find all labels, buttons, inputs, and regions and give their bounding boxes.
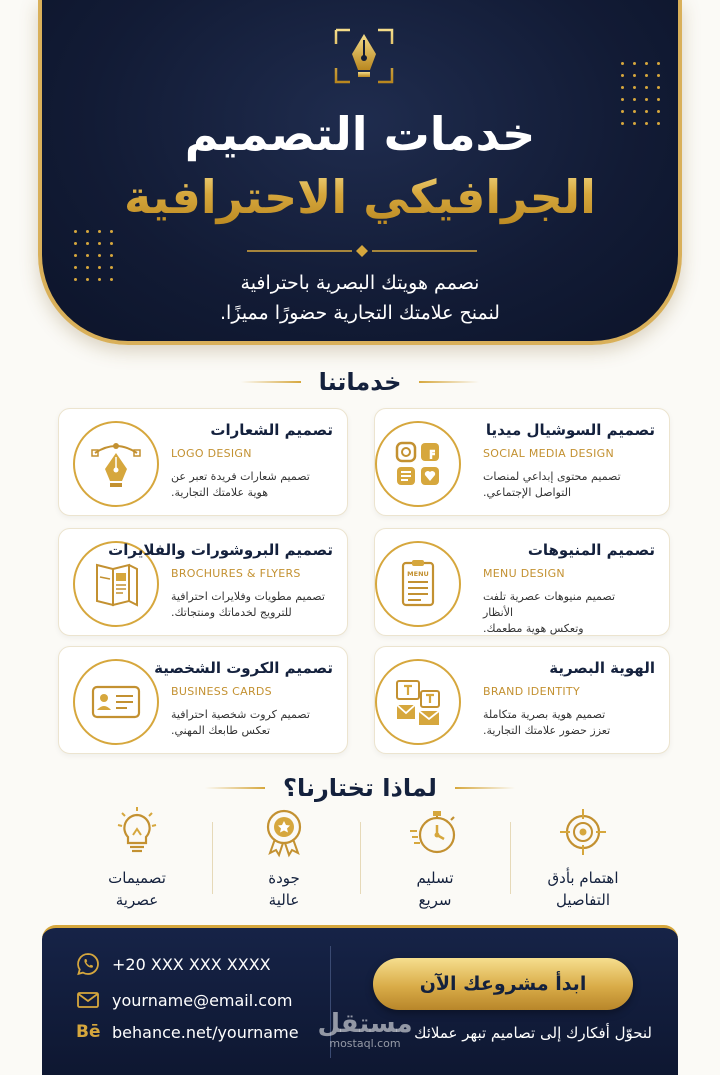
service-title: تصميم الكروت الشخصية <box>154 659 333 677</box>
why-us-heading: لماذا تختارنا؟ <box>0 774 720 802</box>
pen-nib-logo-icon <box>330 26 398 86</box>
hero-subtitle: الجرافيكي الاحترافية <box>42 166 678 228</box>
stopwatch-icon <box>408 805 462 859</box>
service-en-label: BROCHURES & FLYERS <box>171 567 301 580</box>
service-description: تصميم كروت شخصية احترافية تعكس طابعك المهني. <box>171 708 310 737</box>
contact-email[interactable]: yourname@email.com <box>76 988 292 1012</box>
pen-tool-icon <box>89 437 143 491</box>
service-description: تصميم هوية بصرية متكاملة تعزز حضور علامتك التجارية. <box>483 708 611 737</box>
brochure-icon <box>89 557 143 611</box>
service-title: تصميم البروشورات والفلايرات <box>108 541 333 559</box>
hero-banner <box>38 0 682 345</box>
lightbulb-icon <box>110 805 164 859</box>
service-title: تصميم الشعارات <box>210 421 333 439</box>
service-description: تصميم مطويات وفلايرات احترافية للترويج لخدماتك ومنتجاتك. <box>171 590 325 619</box>
service-title: تصميم المنيوهات <box>527 541 655 559</box>
service-card-menu[interactable] <box>374 528 670 636</box>
service-title: الهوية البصرية <box>549 659 655 677</box>
whatsapp-icon <box>76 952 100 976</box>
divider <box>510 822 511 894</box>
hero-title: خدمات التصميم <box>184 107 536 161</box>
service-card-brand-identity[interactable] <box>374 646 670 754</box>
why-item-high-quality: جودة عالية <box>214 805 354 911</box>
why-item-attention-to-detail: اهتمام بأدق التفاصيل <box>513 805 653 911</box>
email-icon <box>76 988 100 1012</box>
services-heading: خدماتنا <box>0 368 720 396</box>
award-badge-icon <box>257 805 311 859</box>
behance-icon: Bē <box>76 1022 101 1042</box>
service-description: تصميم شعارات فريدة تعبر عن هوية علامتك التجارية. <box>171 470 310 499</box>
service-card-social-media[interactable] <box>374 408 670 516</box>
why-item-fast-delivery: تسليم سريع <box>365 805 505 911</box>
brand-identity-icon <box>391 675 445 729</box>
service-en-label: BRAND IDENTITY <box>483 685 580 698</box>
cta-note: لنحوّل أفكارك إلى تصاميم تبهر عملائك <box>414 1024 652 1042</box>
ornament-divider <box>247 244 477 258</box>
divider <box>360 822 361 894</box>
contact-behance[interactable]: Bē behance.net/yourname <box>76 1022 299 1042</box>
service-description: تصميم منيوهات عصرية تلفت الأنظار وتعكس هوية مطعمك. <box>483 590 616 635</box>
divider <box>212 822 213 894</box>
service-en-label: MENU DESIGN <box>483 567 565 580</box>
service-description: تصميم محتوى إبداعي لمنصات التواصل الإجتماعي. <box>483 470 621 499</box>
service-en-label: LOGO DESIGN <box>171 447 252 460</box>
menu-icon-label: MENU <box>407 570 429 578</box>
start-project-button[interactable]: ابدأ مشروعك الآن <box>373 958 633 1010</box>
target-icon <box>556 805 610 859</box>
contact-footer <box>42 925 678 1075</box>
why-item-modern-designs: تصميمات عصرية <box>67 805 207 911</box>
service-card-brochures[interactable] <box>58 528 348 636</box>
service-en-label: SOCIAL MEDIA DESIGN <box>483 447 614 460</box>
social-media-icon <box>391 437 445 491</box>
service-en-label: BUSINESS CARDS <box>171 685 272 698</box>
service-title: تصميم السوشيال ميديا <box>485 421 655 439</box>
business-card-icon <box>89 675 143 729</box>
service-card-logo[interactable] <box>58 408 348 516</box>
menu-icon <box>391 557 445 611</box>
watermark-logo: مستقل mostaql.com <box>317 1009 413 1050</box>
service-card-business-cards[interactable] <box>58 646 348 754</box>
contact-phone[interactable]: +20 XXX XXX XXXX <box>76 952 271 976</box>
hero-description: نصمم هويتك البصرية باحترافية لنمنح علامتك التجارية حضورًا مميزًا. <box>220 272 500 324</box>
